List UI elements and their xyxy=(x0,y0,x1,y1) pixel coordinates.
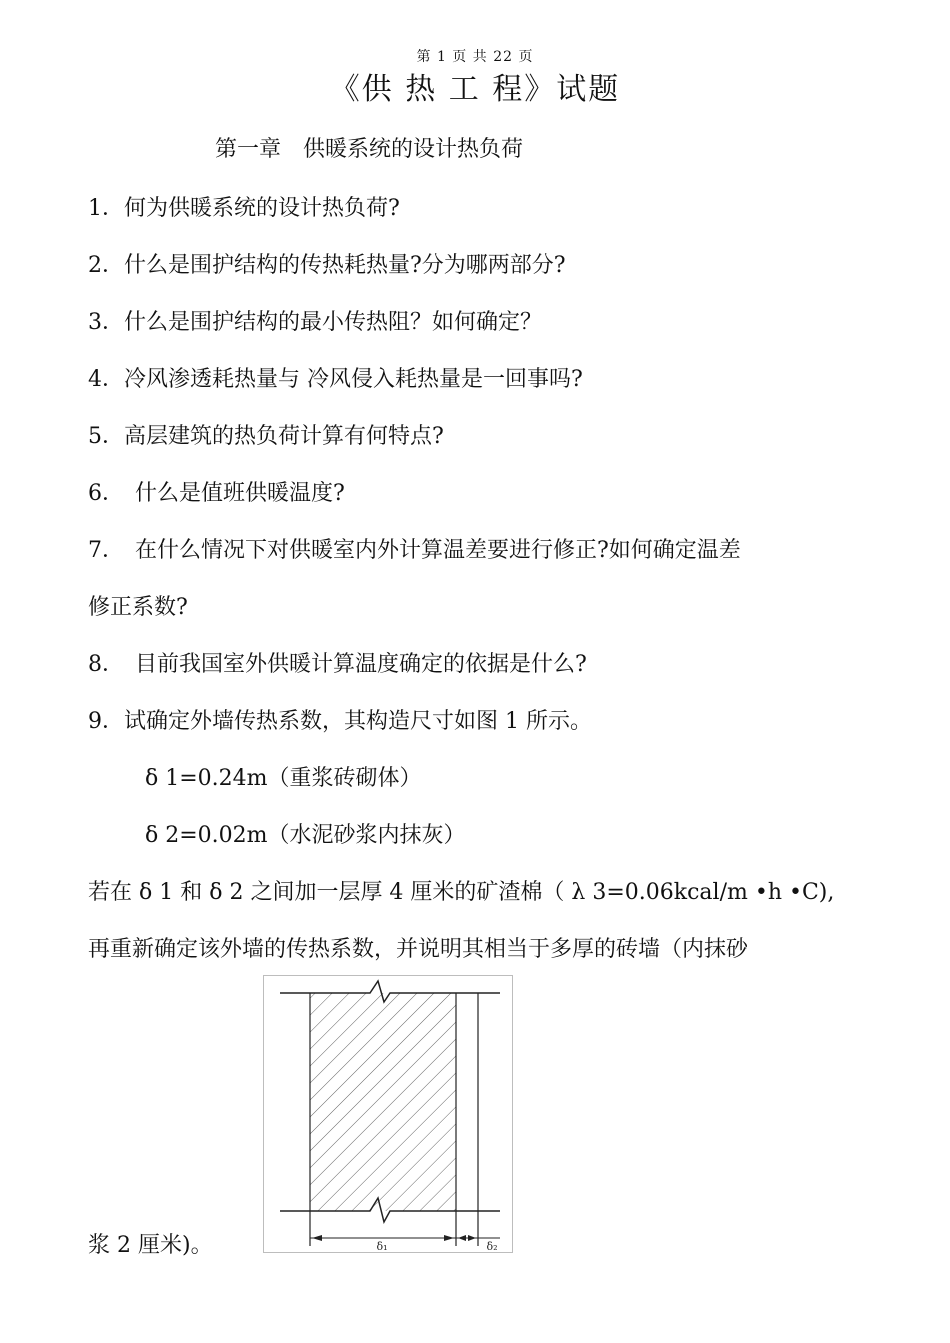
arrow-d1-left xyxy=(312,1235,322,1241)
layer-delta-2: δ 2=0.02m（水泥砂浆内抹灰） xyxy=(145,823,466,848)
question-7-continued: 修正系数? xyxy=(88,595,188,620)
question-1: 1．何为供暖系统的设计热负荷? xyxy=(88,196,400,221)
arrow-d1-right xyxy=(444,1235,454,1241)
question-4: 4．冷风渗透耗热量与 冷风侵入耗热量是一回事吗? xyxy=(88,367,583,392)
paragraph-line-1: 若在 δ 1 和 δ 2 之间加一层厚 4 厘米的矿渣棉（ λ 3=0.06kcal/m •h •C), xyxy=(88,880,835,905)
question-6: 6． 什么是值班供暖温度? xyxy=(88,481,345,506)
question-5: 5．高层建筑的热负荷计算有何特点? xyxy=(88,424,444,449)
label-delta-1: δ₁ xyxy=(376,1240,388,1252)
arrow-d2-right xyxy=(468,1235,476,1241)
question-3: 3．什么是围护结构的最小传热阻？如何确定？ xyxy=(88,310,542,335)
question-9: 9．试确定外墙传热系数，其构造尺寸如图 1 所示。 xyxy=(88,709,592,734)
arrow-d2-left xyxy=(458,1235,466,1241)
layer-delta-1: δ 1=0.24m（重浆砖砌体） xyxy=(145,766,422,791)
wall-section-drawing xyxy=(264,976,512,1252)
chapter-heading: 第一章 供暖系统的设计热负荷 xyxy=(215,137,524,162)
document-title: 《供 热 工 程》试题 xyxy=(329,72,621,107)
paragraph-line-3: 浆 2 厘米)。 xyxy=(88,1233,213,1258)
brick-layer-hatch xyxy=(310,993,456,1211)
page-header: 第 1 页 共 22 页 xyxy=(416,49,534,65)
question-2: 2．什么是围护结构的传热耗热量?分为哪两部分? xyxy=(88,253,566,278)
label-delta-2: δ₂ xyxy=(486,1240,498,1252)
question-8: 8． 目前我国室外供暖计算温度确定的依据是什么? xyxy=(88,652,587,677)
question-7: 7． 在什么情况下对供暖室内外计算温差要进行修正?如何确定温差 xyxy=(88,538,741,563)
wall-section-figure xyxy=(263,975,513,1253)
paragraph-line-2: 再重新确定该外墙的传热系数，并说明其相当于多厚的砖墙（内抹砂 xyxy=(88,937,749,962)
